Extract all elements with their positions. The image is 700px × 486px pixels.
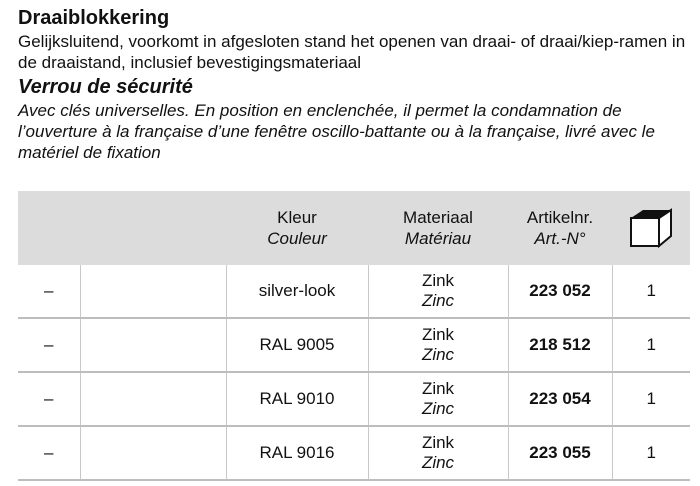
row-material-french: Zinc bbox=[421, 453, 455, 472]
row-material-dutch: Zink bbox=[421, 433, 455, 452]
row-article-number: 223 052 bbox=[508, 265, 612, 318]
header-material-french: Matériau bbox=[404, 229, 472, 248]
row-material bbox=[368, 372, 508, 426]
spec-table-header bbox=[18, 191, 690, 265]
row-dash: – bbox=[18, 426, 80, 480]
row-blank bbox=[80, 318, 226, 372]
row-quantity: 1 bbox=[612, 318, 690, 372]
row-material bbox=[368, 265, 508, 318]
row-quantity: 1 bbox=[612, 265, 690, 318]
package-box-icon bbox=[629, 208, 673, 248]
header-material bbox=[368, 191, 508, 265]
row-article-number: 218 512 bbox=[508, 318, 612, 372]
row-article-number: 223 054 bbox=[508, 372, 612, 426]
row-material-french: Zinc bbox=[421, 291, 455, 310]
table-row bbox=[18, 372, 690, 426]
product-title-dutch: Draaiblokkering bbox=[18, 7, 170, 29]
header-color bbox=[226, 191, 368, 265]
row-dash: – bbox=[18, 265, 80, 318]
header-color-dutch: Kleur bbox=[277, 208, 317, 227]
row-quantity: 1 bbox=[612, 372, 690, 426]
table-row bbox=[18, 265, 690, 318]
product-title-french: Verrou de sécurité bbox=[18, 76, 193, 98]
row-material bbox=[368, 426, 508, 480]
row-material bbox=[368, 318, 508, 372]
row-material-french: Zinc bbox=[421, 345, 455, 364]
row-material-dutch: Zink bbox=[421, 325, 455, 344]
row-quantity: 1 bbox=[612, 426, 690, 480]
row-color: RAL 9005 bbox=[226, 318, 368, 372]
product-description-french: Avec clés universelles. En position en enclenchée, il permet la condamnation de l’ouverture à la française d’une fenêtre oscillo-battante ou à la française, livré avec le matériel de fixation bbox=[18, 101, 655, 162]
header-color-french: Couleur bbox=[267, 229, 327, 248]
row-dash: – bbox=[18, 372, 80, 426]
row-color: RAL 9010 bbox=[226, 372, 368, 426]
row-color: silver-look bbox=[226, 265, 368, 318]
header-dash bbox=[18, 191, 80, 265]
header-blank bbox=[80, 191, 226, 265]
header-article bbox=[508, 191, 612, 265]
row-dash: – bbox=[18, 318, 80, 372]
row-blank bbox=[80, 265, 226, 318]
row-article-number: 223 055 bbox=[508, 426, 612, 480]
row-material-dutch: Zink bbox=[421, 379, 455, 398]
product-description-dutch: Gelijksluitend, voorkomt in afgesloten stand het openen van draai- of draai/kiep-ramen in de draaistand, inclusief bevestigingsmateriaal bbox=[18, 32, 686, 72]
product-intro bbox=[18, 6, 698, 163]
table-row bbox=[18, 426, 690, 480]
row-material-french: Zinc bbox=[421, 399, 455, 418]
row-material-dutch: Zink bbox=[421, 271, 455, 290]
table-row bbox=[18, 318, 690, 372]
header-article-dutch: Artikelnr. bbox=[526, 208, 594, 227]
header-pack bbox=[612, 191, 690, 265]
row-blank bbox=[80, 372, 226, 426]
row-color: RAL 9016 bbox=[226, 426, 368, 480]
row-blank bbox=[80, 426, 226, 480]
spec-table bbox=[18, 191, 690, 481]
header-article-french: Art.-N° bbox=[534, 229, 586, 248]
header-material-dutch: Materiaal bbox=[403, 208, 473, 227]
